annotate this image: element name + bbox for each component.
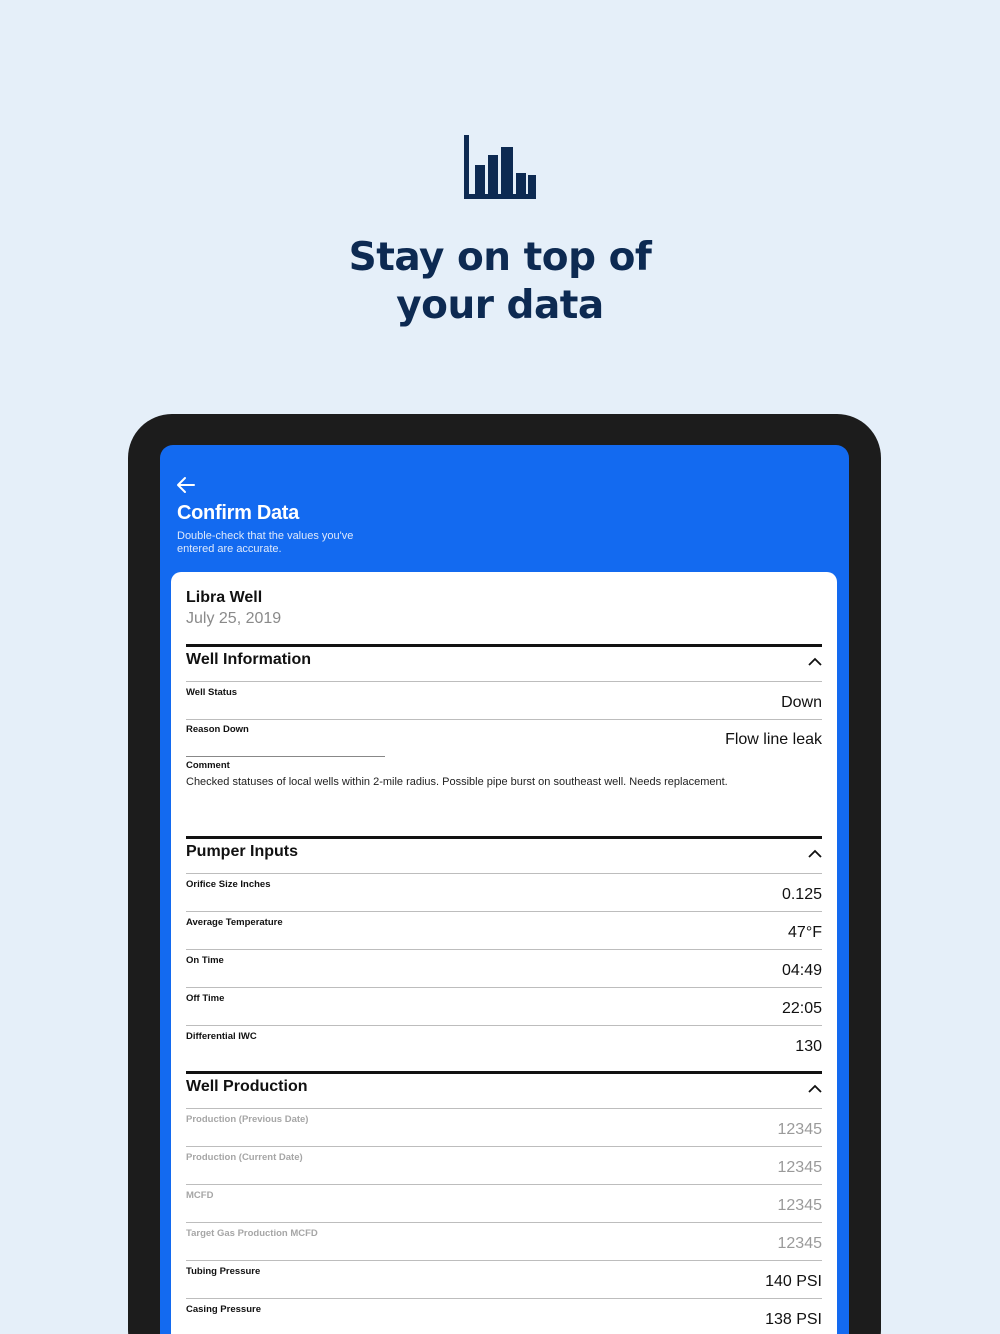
section-title: Well Production: [186, 1078, 308, 1095]
field-value: 04:49: [781, 962, 822, 979]
field-label: Production (Current Date): [186, 1152, 303, 1163]
arrow-left-icon[interactable]: [175, 474, 197, 496]
chevron-up-icon[interactable]: [808, 657, 822, 667]
bar-chart-icon: [464, 135, 536, 199]
field-label: Well Status: [186, 687, 238, 698]
row-on-time: [186, 950, 822, 988]
row-production-previous: [186, 1109, 822, 1147]
field-label: Production (Previous Date): [186, 1114, 309, 1125]
well-date: July 25, 2019: [186, 610, 282, 627]
row-off-time: [186, 988, 822, 1026]
row-orifice-size: [186, 874, 822, 912]
field-label: Differential IWC: [186, 1031, 257, 1042]
page-title: Confirm Data: [177, 502, 299, 524]
field-label: Orifice Size Inches: [186, 879, 271, 890]
field-value: 0.125: [781, 886, 822, 903]
field-value: 12345: [777, 1159, 822, 1176]
confirm-card: [171, 572, 837, 1334]
field-value: 130: [795, 1038, 822, 1055]
field-label: MCFD: [186, 1190, 214, 1201]
headline: [0, 234, 1000, 330]
section-title: Pumper Inputs: [186, 843, 299, 860]
row-production-current: [186, 1147, 822, 1185]
chevron-up-icon[interactable]: [808, 849, 822, 859]
headline-line-2: your data: [396, 283, 604, 328]
row-casing-pressure: [186, 1299, 822, 1334]
field-value: 138 PSI: [765, 1311, 822, 1328]
field-value: 12345: [777, 1121, 822, 1138]
field-value: 22:05: [781, 1000, 822, 1017]
row-tubing-pressure: [186, 1261, 822, 1299]
field-value: 140 PSI: [765, 1273, 822, 1290]
chevron-up-icon[interactable]: [808, 1084, 822, 1094]
well-name: Libra Well: [186, 589, 263, 606]
field-label: Target Gas Production MCFD: [186, 1228, 318, 1239]
section-title: Well Information: [186, 651, 312, 668]
field-label: Casing Pressure: [186, 1304, 261, 1315]
field-value: 12345: [777, 1197, 822, 1214]
field-label: Average Temperature: [186, 917, 283, 928]
section-header-well-production[interactable]: [186, 1071, 822, 1109]
field-value: Flow line leak: [725, 731, 822, 748]
comment-text: Checked statuses of local wells within 2-mile radius. Possible pipe burst on southeast well. Needs replacement.: [186, 776, 728, 788]
field-value: 47°F: [788, 924, 822, 941]
row-differential-iwc: [186, 1026, 822, 1064]
row-reason-down: [186, 719, 822, 757]
page-subtitle: Double-check that the values you've entered are accurate.: [177, 530, 354, 555]
field-label: Off Time: [186, 993, 225, 1004]
app-screen: [160, 445, 849, 1334]
divider: [186, 756, 385, 757]
section-header-well-information[interactable]: [186, 644, 822, 682]
headline-line-1: Stay on top of: [348, 235, 652, 280]
field-value: Down: [781, 694, 822, 711]
field-value: 12345: [777, 1235, 822, 1252]
field-label: Tubing Pressure: [186, 1266, 261, 1277]
row-well-status: [186, 682, 822, 720]
row-average-temperature: [186, 912, 822, 950]
row-target-gas-production: [186, 1223, 822, 1261]
row-mcfd: [186, 1185, 822, 1223]
field-label: On Time: [186, 955, 224, 966]
comment-label: Comment: [186, 760, 230, 771]
field-label: Reason Down: [186, 724, 249, 735]
section-header-pumper-inputs[interactable]: [186, 836, 822, 874]
